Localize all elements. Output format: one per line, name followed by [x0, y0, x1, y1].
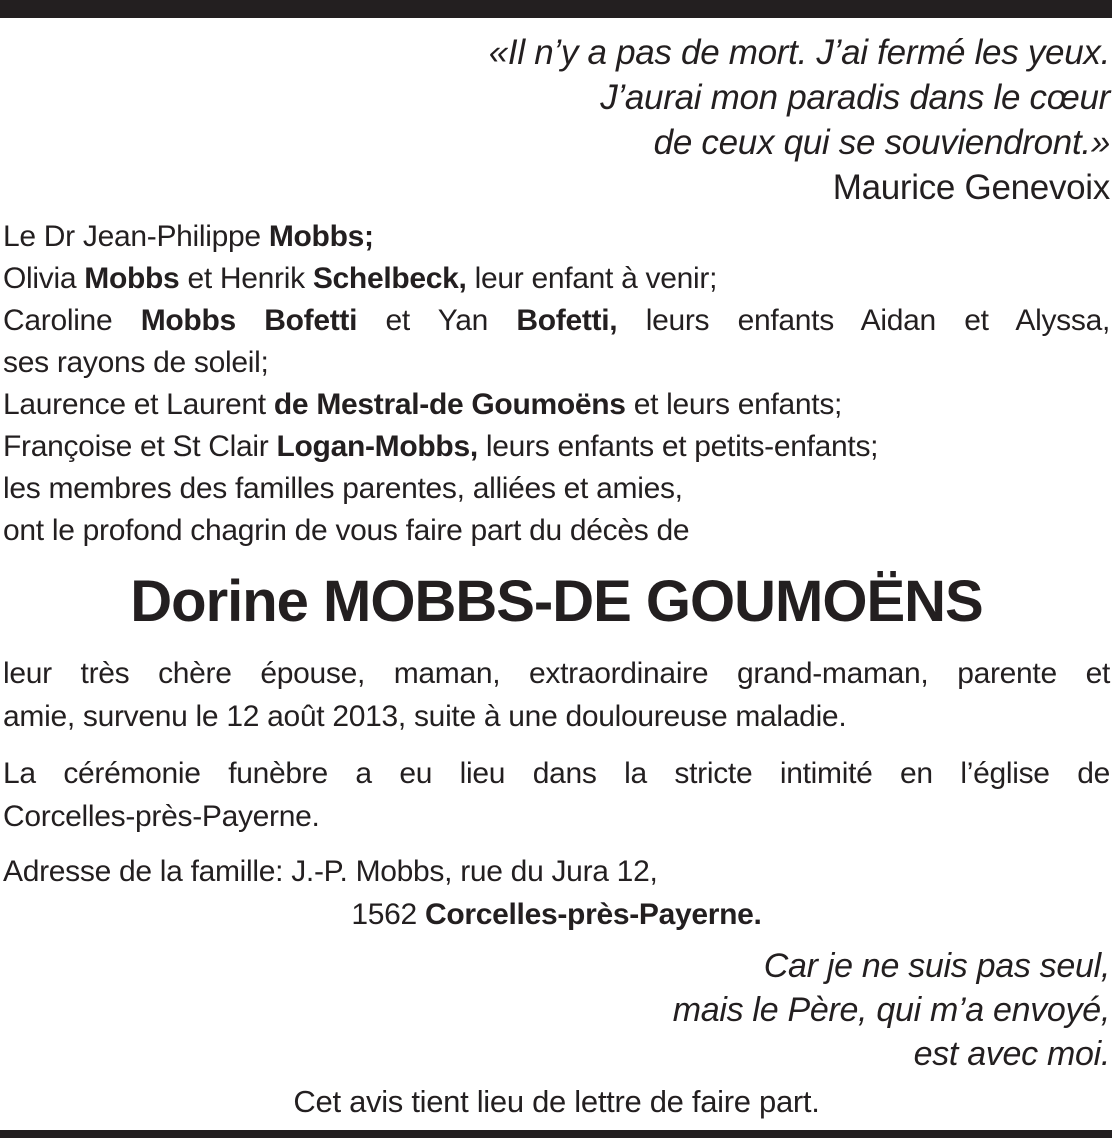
- family-list: [3, 216, 1110, 552]
- top-border-bar: [0, 0, 1112, 18]
- obituary-notice: [0, 18, 1112, 1122]
- verse-line: mais le Père, qui m’a envoyé,: [672, 991, 1110, 1029]
- deceased-name: Dorine MOBBS-DE GOUMOËNS: [130, 569, 983, 634]
- family-line: Laurence et Laurent de Mestral-de Goumoëns et leurs enfants;: [3, 388, 843, 421]
- address-line: Adresse de la famille: J.-P. Mobbs, rue du Jura 12,: [3, 855, 658, 888]
- epigraph-line: J’aurai mon paradis dans le cœur: [600, 78, 1110, 117]
- family-line: Françoise et St Clair Logan-Mobbs, leurs enfants et petits-enfants;: [3, 430, 879, 463]
- epigraph-attribution: Maurice Genevoix: [832, 168, 1110, 207]
- notice-line: leur très chère épouse, maman, extraordinaire grand-maman, parente et: [3, 657, 1110, 690]
- bottom-border-bar: [0, 1130, 1112, 1138]
- death-notice-paragraph: [3, 652, 1110, 738]
- family-line: Olivia Mobbs et Henrik Schelbeck, leur enfant à venir;: [3, 262, 718, 295]
- family-line: Le Dr Jean-Philippe Mobbs;: [3, 220, 374, 253]
- epigraph-line: de ceux qui se souviendront.»: [653, 123, 1110, 162]
- family-line: Caroline Mobbs Bofetti et Yan Bofetti, leurs enfants Aidan et Alyssa,: [3, 304, 1110, 337]
- family-line: les membres des familles parentes, alliées et amies,: [3, 472, 683, 505]
- closing-statement: Cet avis tient lieu de lettre de faire part.: [293, 1084, 820, 1119]
- ceremony-line: Corcelles-près-Payerne.: [3, 800, 320, 833]
- epigraph: [3, 30, 1110, 210]
- ceremony-paragraph: [3, 752, 1110, 838]
- family-line: ses rayons de soleil;: [3, 346, 269, 379]
- address-city-line: 1562 Corcelles-près-Payerne.: [351, 898, 762, 931]
- epigraph-line: «Il n’y a pas de mort. J’ai fermé les yeux.: [488, 33, 1110, 72]
- family-address: [3, 850, 1110, 936]
- bible-verse: [3, 944, 1110, 1076]
- notice-line: amie, survenu le 12 août 2013, suite à une douloureuse maladie.: [3, 700, 847, 733]
- family-line: ont le profond chagrin de vous faire part du décès de: [3, 514, 690, 547]
- verse-line: est avec moi.: [913, 1035, 1110, 1073]
- verse-line: Car je ne suis pas seul,: [763, 947, 1110, 985]
- ceremony-line: La cérémonie funèbre a eu lieu dans la stricte intimité en l’église de: [3, 757, 1110, 790]
